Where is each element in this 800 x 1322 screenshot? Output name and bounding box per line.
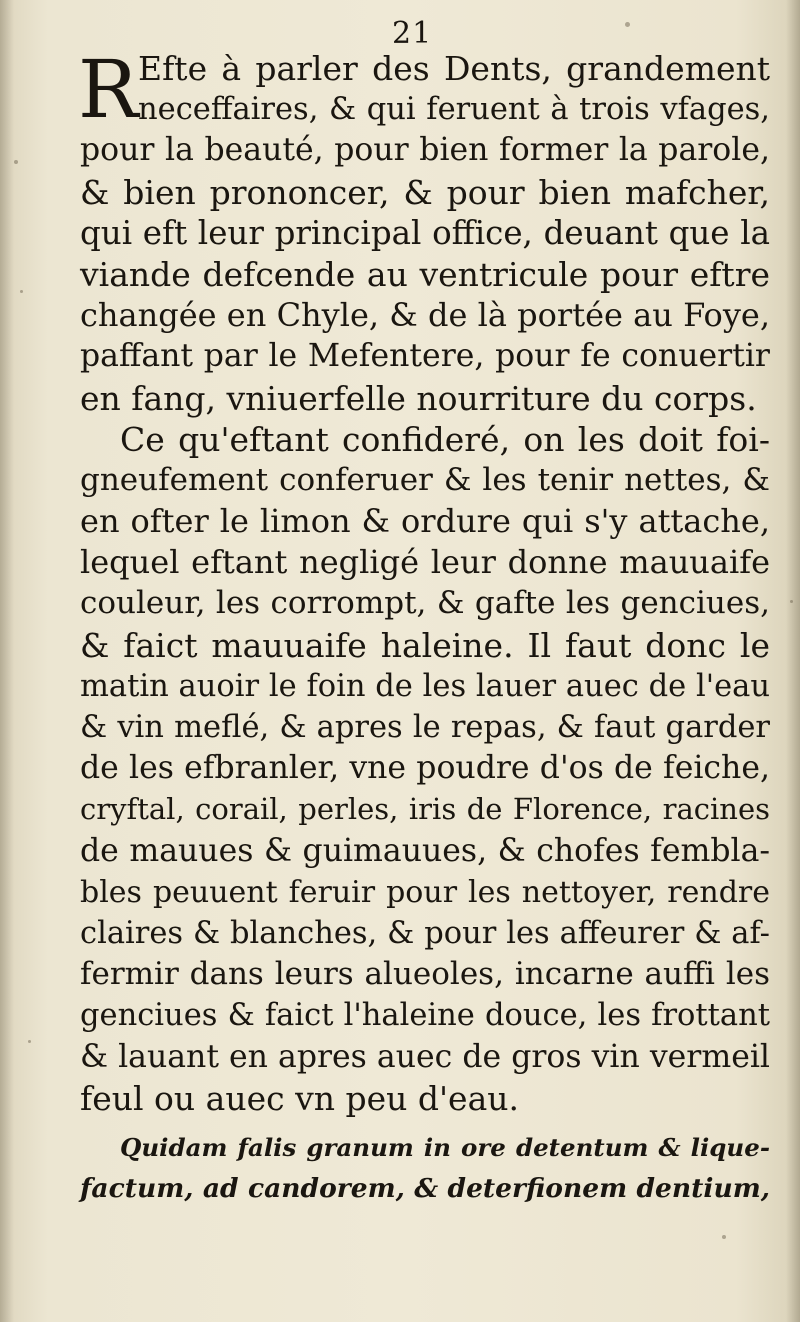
text-line: en fang, vniuerfelle nourriture du corps. bbox=[80, 378, 757, 418]
spacer bbox=[80, 1119, 770, 1127]
paper-speck bbox=[625, 22, 630, 27]
text-line: de les efbranler, vne poudre d'os de feiche, bbox=[80, 750, 770, 787]
paper-speck bbox=[20, 290, 23, 293]
text-line: matin auoir le foin de les lauer auec de l'eau bbox=[80, 668, 770, 704]
left-margin-shadow bbox=[0, 0, 14, 1322]
body-text bbox=[78, 43, 770, 1209]
paragraph-2 bbox=[80, 419, 770, 1119]
text-line: gneufement conferuer & les tenir nettes, & bbox=[80, 461, 770, 498]
text-line-content: Efte à parler des Dents, grandement bbox=[138, 49, 770, 88]
text-line-latin: factum, ad candorem, & deterfionem dentium, bbox=[80, 1173, 770, 1205]
text-line: Ce qu'eftant confideré, on les doit foi- bbox=[120, 419, 770, 459]
text-line: bles peuuent feruir pour les nettoyer, rendre bbox=[80, 874, 770, 910]
paper-speck bbox=[722, 1235, 726, 1239]
text-line: paffant par le Mefentere, pour fe conuertir bbox=[80, 338, 770, 375]
text-line: pour la beauté, pour bien former la parole, bbox=[80, 132, 770, 169]
text-line: en ofter le limon & ordure qui s'y attache, bbox=[80, 502, 770, 541]
latin-quotation bbox=[80, 1127, 770, 1209]
text-line: lequel eftant negligé leur donne mauuaife bbox=[80, 543, 770, 582]
text-line: & vin meflé, & apres le repas, & faut garder bbox=[80, 710, 770, 745]
text-line: & faict mauuaife haleine. Il faut donc le bbox=[80, 625, 770, 665]
text-line-latin: Quidam falis granum in ore detentum & lique- bbox=[120, 1132, 770, 1162]
paper-speck bbox=[14, 160, 18, 164]
text-line: feul ou auec vn peu d'eau. bbox=[80, 1078, 520, 1118]
page-number: 21 bbox=[392, 16, 433, 51]
text-line: couleur, les corrompt, & gafte les genciues, bbox=[80, 585, 770, 622]
text-line: fermir dans leurs alueoles, incarne auffi les bbox=[80, 956, 770, 993]
text-line: neceffaires, & qui feruent à trois vfages, bbox=[138, 92, 770, 128]
paragraph-1 bbox=[78, 43, 770, 419]
paper-speck bbox=[790, 600, 793, 603]
text-line: changée en Chyle, & de là portée au Foye, bbox=[80, 296, 770, 335]
text-line: & lauant en apres auec de gros vin vermeil bbox=[80, 1038, 770, 1075]
text-line: viande defcende au ventricule pour eftre bbox=[80, 254, 770, 294]
paper-speck bbox=[28, 1040, 31, 1043]
right-margin-shadow bbox=[786, 0, 800, 1322]
text-line: & bien prononcer, & pour bien mafcher, bbox=[80, 172, 770, 212]
drop-cap: R bbox=[78, 43, 139, 136]
text-line: de mauues & guimauues, & chofes fembla- bbox=[80, 832, 770, 869]
text-line: qui eft leur principal office, deuant que la bbox=[80, 213, 770, 252]
text-line: cryftal, corail, perles, iris de Florence, racines bbox=[80, 792, 770, 827]
text-line: genciues & faict l'haleine douce, les frottant bbox=[80, 998, 770, 1034]
text-line: claires & blanches, & pour les affeurer & af- bbox=[80, 915, 770, 951]
